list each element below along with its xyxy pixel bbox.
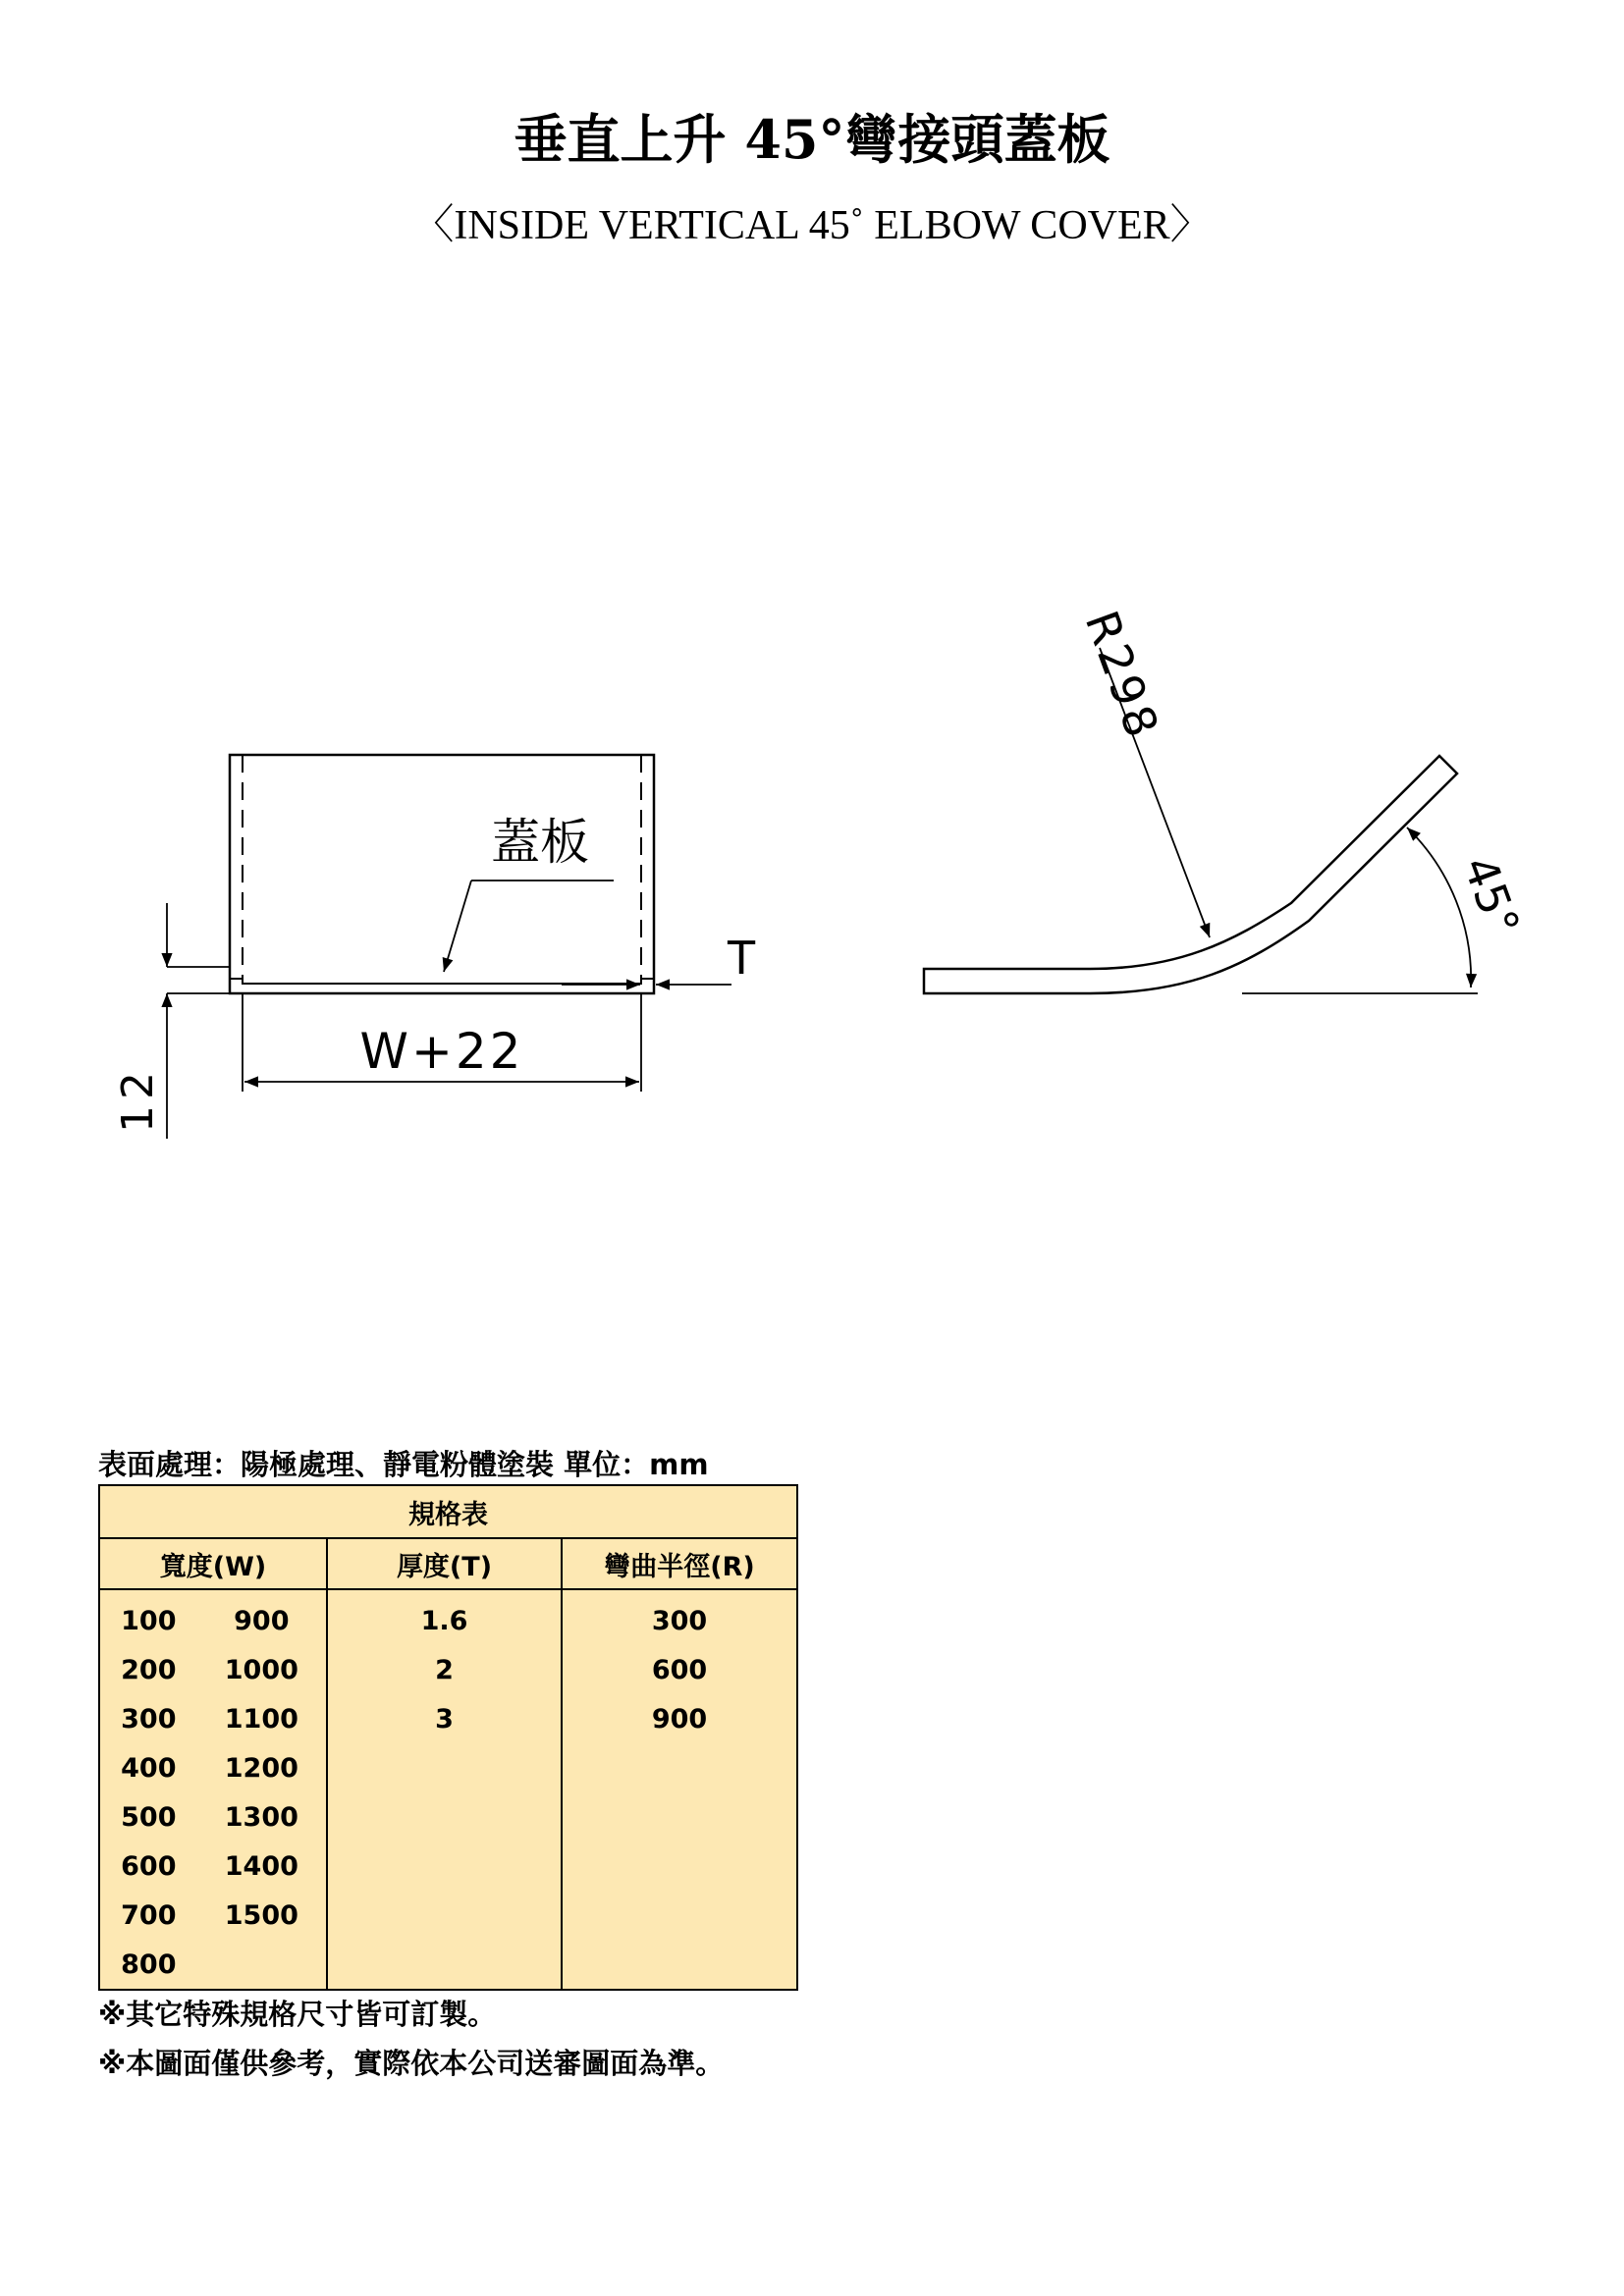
width-cell: 800 bbox=[99, 1940, 197, 1990]
radius-cell: 300 bbox=[562, 1589, 797, 1645]
angle-label: 45° bbox=[1452, 849, 1531, 943]
width-cell: 600 bbox=[99, 1842, 197, 1891]
width-cell: 1400 bbox=[197, 1842, 327, 1891]
table-row bbox=[99, 1694, 797, 1743]
header-radius: 彎曲半徑(R) bbox=[562, 1538, 797, 1589]
table-row bbox=[99, 1743, 797, 1792]
width-cell: 500 bbox=[99, 1792, 197, 1842]
spec-table-title: 規格表 bbox=[99, 1485, 797, 1538]
table-row bbox=[99, 1842, 797, 1891]
header-width: 寬度(W) bbox=[99, 1538, 327, 1589]
width-cell: 700 bbox=[99, 1891, 197, 1940]
note-reference-only: ※本圖面僅供參考，實際依本公司送審圖面為準。 bbox=[98, 2047, 725, 2080]
header-thickness: 厚度(T) bbox=[327, 1538, 562, 1589]
radius-cell bbox=[562, 1940, 797, 1990]
table-row bbox=[99, 1645, 797, 1694]
thickness-cell bbox=[327, 1891, 562, 1940]
title-chinese: 垂直上升 45°彎接頭蓋板 bbox=[514, 108, 1110, 171]
width-cell: 200 bbox=[99, 1645, 197, 1694]
width-cell: 1100 bbox=[197, 1694, 327, 1743]
elbow-profile bbox=[924, 756, 1457, 993]
thickness-dim-label: T bbox=[728, 932, 756, 985]
width-cell: 1200 bbox=[197, 1743, 327, 1792]
thickness-cell: 1.6 bbox=[327, 1589, 562, 1645]
width-cell bbox=[197, 1940, 327, 1990]
width-cell: 300 bbox=[99, 1694, 197, 1743]
front-view bbox=[167, 755, 654, 993]
width-cell: 400 bbox=[99, 1743, 197, 1792]
thickness-cell bbox=[327, 1792, 562, 1842]
cover-label: 蓋板 bbox=[491, 814, 589, 871]
width-cell: 900 bbox=[197, 1589, 327, 1645]
thickness-cell: 3 bbox=[327, 1694, 562, 1743]
radius-cell bbox=[562, 1842, 797, 1891]
angle-dimension bbox=[1242, 828, 1478, 993]
width-cell: 1300 bbox=[197, 1792, 327, 1842]
thickness-cell bbox=[327, 1940, 562, 1990]
radius-cell bbox=[562, 1891, 797, 1940]
thickness-cell bbox=[327, 1743, 562, 1792]
title-english: 〈INSIDE VERTICAL 45˚ ELBOW COVER〉 bbox=[412, 203, 1212, 248]
table-row bbox=[99, 1940, 797, 1990]
width-cell: 1500 bbox=[197, 1891, 327, 1940]
radius-label: R298 bbox=[1074, 604, 1170, 748]
radius-cell: 600 bbox=[562, 1645, 797, 1694]
table-row bbox=[99, 1589, 797, 1645]
thickness-cell bbox=[327, 1842, 562, 1891]
thickness-cell: 2 bbox=[327, 1645, 562, 1694]
cover-plate-profile bbox=[230, 979, 654, 993]
radius-cell: 900 bbox=[562, 1694, 797, 1743]
width-cell: 1000 bbox=[197, 1645, 327, 1694]
height-dim-label: 12 bbox=[113, 1066, 163, 1133]
note-custom-sizes: ※其它特殊規格尺寸皆可訂製。 bbox=[98, 1998, 497, 2031]
side-view bbox=[924, 756, 1457, 993]
table-row bbox=[99, 1891, 797, 1940]
spec-table bbox=[98, 1484, 798, 1991]
radius-cell bbox=[562, 1792, 797, 1842]
width-dim-label: W+22 bbox=[359, 1023, 524, 1080]
table-row bbox=[99, 1792, 797, 1842]
cover-outline bbox=[230, 755, 654, 993]
cover-leader bbox=[444, 881, 614, 972]
width-cell: 100 bbox=[99, 1589, 197, 1645]
surface-note: 表面處理：陽極處理、靜電粉體塗裝 單位：mm bbox=[98, 1448, 709, 1481]
radius-cell bbox=[562, 1743, 797, 1792]
